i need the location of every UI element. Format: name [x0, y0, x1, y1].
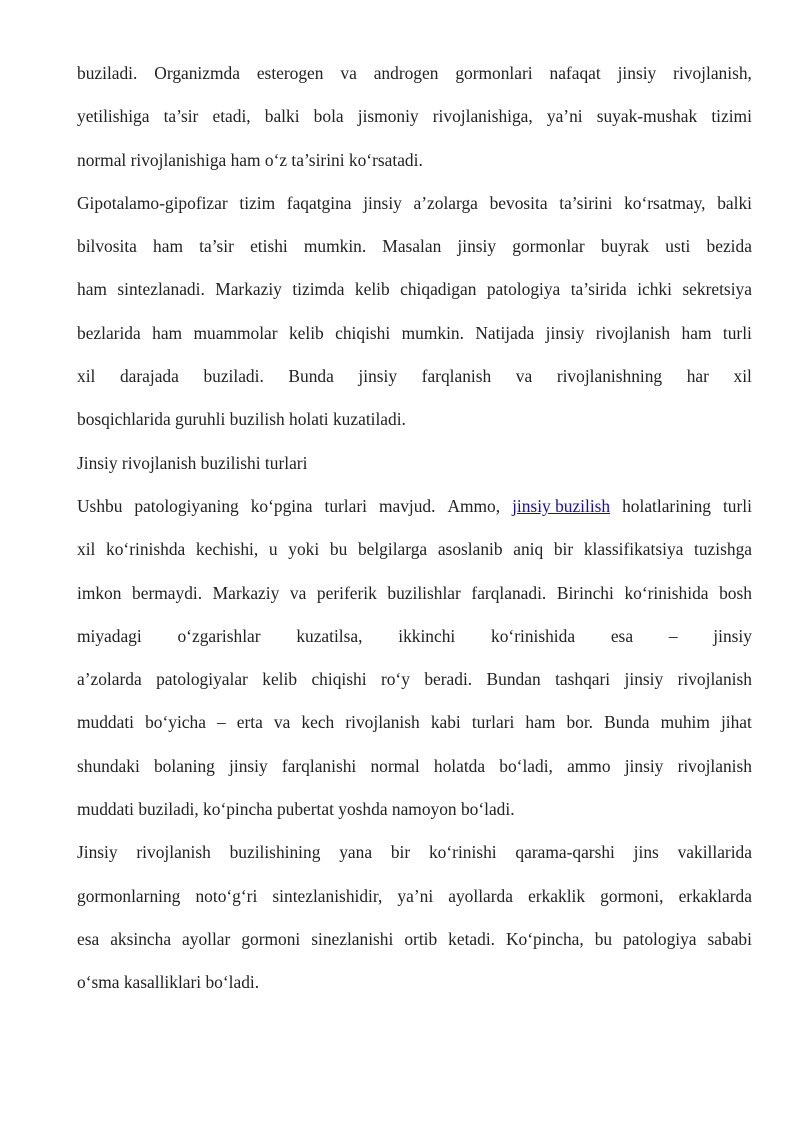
word: klassifikatsiya	[583, 539, 684, 560]
word: ortib	[404, 928, 438, 949]
word: ham	[153, 236, 183, 257]
word: muhim	[660, 712, 710, 733]
word: gormonlar	[512, 236, 585, 257]
word: esa	[610, 625, 634, 646]
text-line	[77, 528, 752, 571]
word: Ammo,	[447, 495, 501, 516]
word: erkaklarda	[678, 885, 752, 906]
text-line	[77, 701, 752, 744]
word: ta’sirida	[570, 279, 627, 300]
word: ayollarda	[448, 885, 513, 906]
word: erkaklik	[528, 885, 586, 906]
word: va	[273, 712, 291, 733]
word: ko‘rinishda	[106, 539, 186, 560]
word: Bunda	[288, 366, 334, 387]
word: bir	[553, 539, 574, 560]
word: Markaziy	[215, 279, 282, 300]
word: jismoniy	[357, 106, 419, 127]
word: buzilishlar	[387, 582, 461, 603]
text-line	[77, 52, 752, 95]
word: ammo	[567, 755, 611, 776]
word: androgen	[373, 63, 439, 83]
word: belgilarga	[357, 539, 428, 560]
word: buziladi.	[77, 63, 138, 83]
text-line	[77, 615, 752, 658]
word: balki	[717, 192, 752, 213]
word: tizimi	[711, 106, 752, 127]
word: bilvosita	[77, 236, 137, 257]
word: turlari	[471, 712, 515, 733]
text-line: bosqichlarida guruhli buzilish holati kuzatiladi.	[77, 409, 406, 430]
word: patologiyaning	[134, 495, 239, 516]
word: farqlanishi	[281, 755, 357, 776]
word: ichki	[637, 279, 672, 300]
word: jinsiy	[713, 625, 752, 646]
word: usti	[665, 236, 691, 257]
section-heading: Jinsiy rivojlanish buzilishi turlari	[77, 452, 308, 473]
word: chiqadigan	[400, 279, 477, 300]
word: muammolar	[193, 322, 278, 343]
word: jinsiy	[358, 366, 398, 387]
word: Ushbu	[77, 495, 123, 516]
word: aksincha	[110, 928, 172, 949]
word: asoslanib	[437, 539, 503, 560]
word: bo‘ladi,	[499, 755, 553, 776]
word: u	[268, 539, 278, 560]
word: suyak-mushak	[596, 106, 698, 127]
word: Bundan	[486, 669, 541, 690]
word: tuzishga	[694, 539, 752, 560]
word: beradi.	[424, 669, 473, 690]
word: buyrak	[600, 236, 650, 257]
word: buzilishining	[229, 842, 321, 863]
text-line: normal rivojlanishiga ham o‘z ta’sirini ko‘rsatadi.	[77, 149, 423, 170]
word: Birinchi	[556, 582, 614, 603]
word: kelib	[354, 279, 390, 300]
word: yetilishiga	[77, 106, 150, 127]
word: darajada	[119, 366, 179, 387]
text-line	[77, 95, 752, 138]
word: erta	[236, 712, 263, 733]
word: patologiya	[486, 279, 561, 300]
word: ikkinchi	[398, 625, 456, 646]
word: Masalan	[382, 236, 442, 257]
word: jihat	[720, 712, 752, 733]
word: ketadi.	[448, 928, 496, 949]
word: balki	[264, 106, 300, 127]
word: a’zolarda	[77, 669, 142, 690]
text-line	[77, 268, 752, 311]
word: jinsiy	[624, 755, 664, 776]
text-line	[77, 918, 752, 961]
word: yana	[339, 842, 373, 863]
word: rivojlanishiga,	[432, 106, 533, 127]
text-line-with-link	[77, 485, 752, 528]
word: rivojlanish	[136, 842, 211, 863]
word: bosh	[719, 582, 752, 603]
word: ko‘rsatmay,	[624, 192, 706, 213]
word: Bunda	[604, 712, 650, 733]
word: bezlarida	[77, 322, 141, 343]
word: muddati	[77, 712, 134, 733]
paragraph	[77, 831, 752, 1004]
word: holatda	[433, 755, 486, 776]
word: ham	[681, 322, 712, 343]
word: bezida	[706, 236, 752, 257]
word: miyadagi	[77, 625, 142, 646]
word: ham	[525, 712, 556, 733]
word: sababi	[707, 928, 752, 949]
word: kechishi,	[195, 539, 259, 560]
word: ham	[152, 322, 183, 343]
word: bola	[313, 106, 344, 127]
word: tizim	[239, 192, 276, 213]
word: rivojlanish	[595, 322, 671, 343]
word: turlari	[324, 495, 367, 516]
word: imkon	[77, 582, 122, 603]
word: rivojlanish,	[673, 63, 752, 83]
word: gormoni	[241, 928, 301, 949]
word: ko‘rinishida	[624, 582, 709, 603]
word: va	[289, 582, 307, 603]
word: bor.	[566, 712, 594, 733]
word: patologiyalar	[156, 669, 248, 690]
text-line	[77, 312, 752, 355]
word: ko‘rinishi	[428, 842, 497, 863]
word: normal	[370, 755, 420, 776]
word: chiqishi	[311, 669, 367, 690]
word: gormonlari	[455, 63, 533, 83]
word: nafaqat	[549, 63, 601, 83]
paragraph	[77, 485, 752, 831]
text-line	[77, 182, 752, 225]
text-line	[77, 225, 752, 268]
word: ko‘pgina	[250, 495, 313, 516]
word: bo‘yicha	[145, 712, 206, 733]
word: tashqari	[555, 669, 611, 690]
word: ro‘y	[380, 669, 410, 690]
word: patologiya	[623, 928, 697, 949]
word: qarama-qarshi	[515, 842, 615, 863]
word: jins	[633, 842, 659, 863]
word: Natijada	[475, 322, 535, 343]
word: sintezlanishidir,	[272, 885, 383, 906]
word: ayollar	[182, 928, 231, 949]
text-line	[77, 831, 752, 874]
paragraph	[77, 52, 752, 182]
word: sintezlanadi.	[117, 279, 205, 300]
word: rivojlanish	[677, 669, 752, 690]
word: ya’ni	[397, 885, 434, 906]
word: a’zolarga	[413, 192, 478, 213]
word: har	[686, 366, 709, 387]
word: rivojlanishning	[556, 366, 663, 387]
text-line: muddati buziladi, ko‘pincha pubertat yoshda namoyon bo‘ladi.	[77, 799, 515, 820]
word: etishi	[250, 236, 288, 257]
word: turli	[722, 495, 752, 516]
word: Markaziy	[212, 582, 280, 603]
word: vakillarida	[677, 842, 752, 863]
word: jinsiy	[457, 236, 497, 257]
document-page	[77, 52, 752, 1005]
word: turli	[722, 322, 752, 343]
word: tizimda	[292, 279, 345, 300]
text-line: o‘sma kasalliklari bo‘ladi.	[77, 972, 260, 993]
word: bir	[390, 842, 411, 863]
word: bu	[594, 928, 613, 949]
word: gormoni,	[600, 885, 664, 906]
word: ko‘rinishida	[491, 625, 576, 646]
word: Jinsiy	[77, 842, 118, 863]
text-line	[77, 355, 752, 398]
text-line	[77, 572, 752, 615]
word: kelib	[288, 322, 324, 343]
word: bu	[329, 539, 348, 560]
word: jinsiy	[363, 192, 402, 213]
word: shundaki	[77, 755, 140, 776]
word: o‘zgarishlar	[177, 625, 261, 646]
word: chiqishi	[335, 322, 391, 343]
word: ta’sir	[163, 106, 199, 127]
word: mavjud.	[378, 495, 436, 516]
word: mumkin.	[303, 236, 367, 257]
word: jinsiy	[545, 322, 585, 343]
word: holatlarining	[622, 495, 711, 516]
word: ya’ni	[546, 106, 583, 127]
word: esa	[77, 928, 100, 949]
word: Organizmda	[154, 63, 240, 83]
word: farqlanadi.	[471, 582, 547, 603]
word: sinezlanishi	[311, 928, 394, 949]
word: jinsiy	[229, 755, 268, 776]
word: kech	[301, 712, 335, 733]
word: buziladi.	[203, 366, 264, 387]
word: xil	[77, 366, 96, 387]
word: esterogen	[256, 63, 324, 83]
word: kuzatilsa,	[296, 625, 363, 646]
word: yoki	[288, 539, 320, 560]
word: –	[668, 625, 678, 646]
word: mumkin.	[401, 322, 464, 343]
word: –	[217, 712, 226, 733]
word: xil	[77, 539, 96, 560]
word: gormonlarning	[77, 885, 181, 906]
word: sekretsiya	[682, 279, 752, 300]
paragraph	[77, 182, 752, 442]
word: bevosita	[489, 192, 548, 213]
word: xil	[733, 366, 752, 387]
text-line	[77, 745, 752, 788]
word: va	[515, 366, 533, 387]
word: ta’sirini	[559, 192, 613, 213]
word: ham	[77, 279, 107, 300]
word: etadi,	[212, 106, 251, 127]
word: Ko‘pincha,	[506, 928, 584, 949]
word: noto‘g‘ri	[195, 885, 258, 906]
word: kelib	[262, 669, 298, 690]
word: periferik	[316, 582, 377, 603]
word: Gipotalamo-gipofizar	[77, 192, 228, 213]
word: jinsiy	[617, 63, 657, 83]
word: rivojlanish	[345, 712, 420, 733]
word: ta’sir	[199, 236, 234, 257]
word: faqatgina	[286, 192, 352, 213]
word: bermaydi.	[132, 582, 203, 603]
word: bolaning	[153, 755, 215, 776]
text-line	[77, 658, 752, 701]
jinsiy-buzilish-link[interactable]: jinsiy buzilish	[512, 495, 611, 516]
word: kabi	[430, 712, 461, 733]
word: va	[340, 63, 357, 83]
text-line	[77, 875, 752, 918]
word: jinsiy	[624, 669, 664, 690]
word: rivojlanish	[677, 755, 752, 776]
word: aniq	[513, 539, 544, 560]
word: farqlanish	[421, 366, 492, 387]
